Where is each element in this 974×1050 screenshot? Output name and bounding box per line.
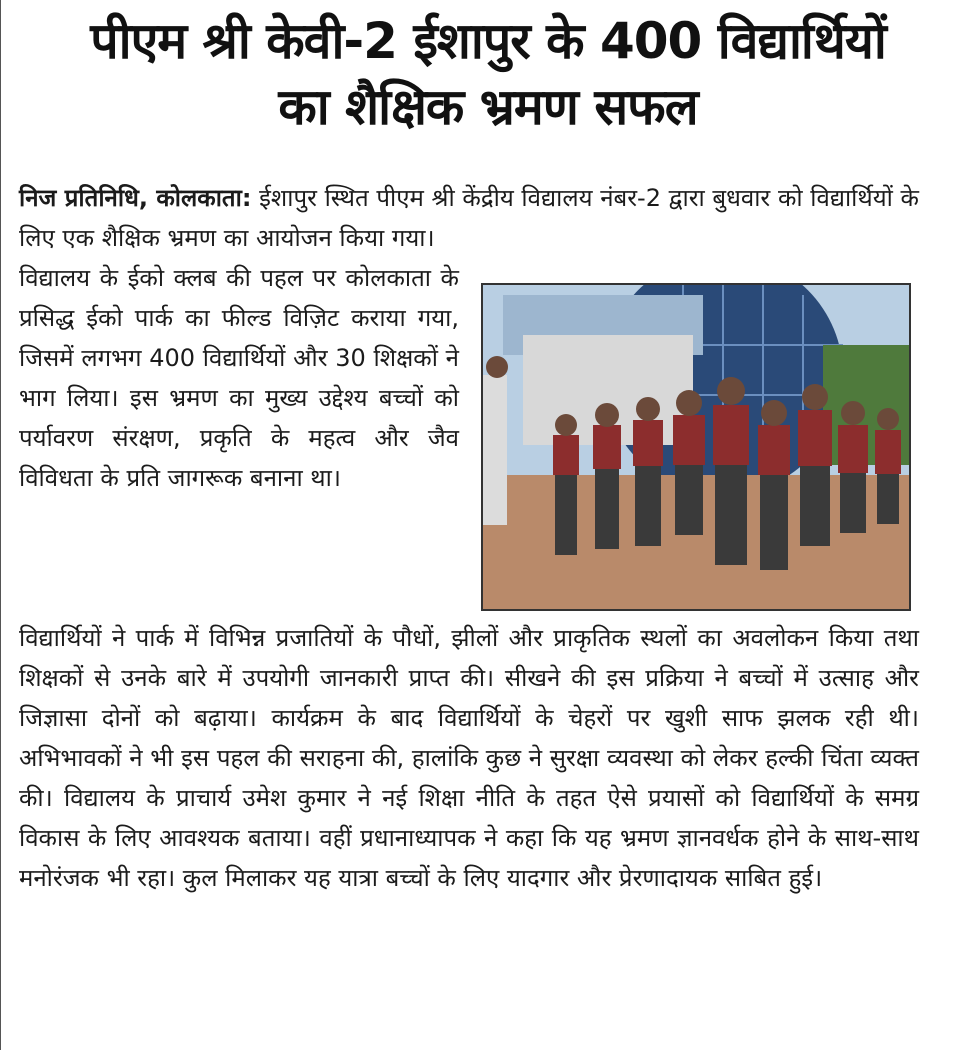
lead-paragraph (19, 178, 919, 258)
students-photo-illustration (483, 285, 909, 609)
headline (1, 8, 974, 140)
lead-text: ईशापुर स्थित पीएम श्री केंद्रीय विद्यालय नंबर-2 द्वारा बुधवार को विद्यार्थियों के लिए एक शैक्षिक भ्रमण का आयोजन किया गया। (19, 184, 919, 252)
dateline: निज प्रतिनिधि, कोलकाता: (19, 184, 252, 212)
headline-line-2: का शैक्षिक भ्रमण सफल (278, 78, 698, 136)
column-paragraph: विद्यालय के ईको क्लब की पहल पर कोलकाता के प्रसिद्ध ईको पार्क का फील्ड विज़िट कराया गया, जिसमें लगभग 400 विद्यार्थियों और 30 शिक्षकों ने भाग लिया। इस भ्रमण का मुख्य उद्देश्य बच्चों को पर्यावरण संरक्षण, प्रकृति के महत्व और जैव विविधता के प्रति जागरूक बनाना था। (19, 264, 459, 492)
headline-line-1: पीएम श्री केवी-2 ईशापुर के 400 विद्यार्थियों (90, 12, 886, 70)
news-photo (481, 283, 911, 611)
body-paragraph: विद्यार्थियों ने पार्क में विभिन्न प्रजातियों के पौधों, झीलों और प्राकृतिक स्थलों का अवलोकन किया तथा शिक्षकों से उनके बारे में उपयोगी जानकारी प्राप्त की। सीखने की इस प्रक्रिया ने बच्चों में उत्साह और जिज्ञासा दोनों को बढ़ाया। कार्यक्रम के बाद विद्यार्थियों के चेहरों पर खुशी साफ झलक रही थी। अभिभावकों ने भी इस पहल की सराहना की, हालांकि कुछ ने सुरक्षा व्यवस्था को लेकर हल्की चिंता व्यक्त की। विद्यालय के प्राचार्य उमेश कुमार ने नई शिक्षा नीति के तहत ऐसे प्रयासों को विद्यार्थियों के समग्र विकास के लिए आवश्यक बताया। वहीं प्रधानाध्यापक ने कहा कि यह भ्रमण ज्ञानवर्धक होने के साथ-साथ मनोरंजक भी रहा। कुल मिलाकर यह यात्रा बच्चों के लिए यादगार और प्रेरणादायक साबित हुई। (19, 624, 919, 892)
